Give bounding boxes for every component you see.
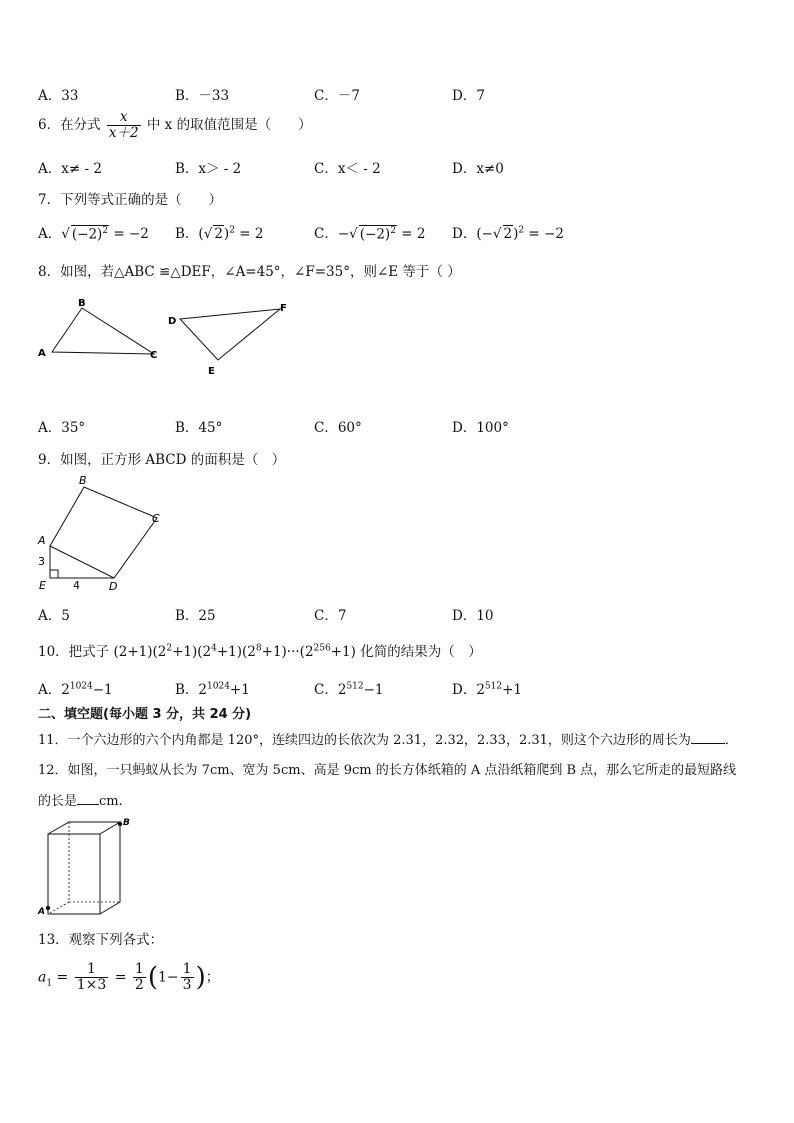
q9-option-a: A．5 — [38, 608, 70, 624]
q6-prefix: 6．在分式 — [38, 117, 101, 133]
q10-option-c-tail: −1 — [363, 682, 384, 698]
q10-option-a-exponent: 1024 — [69, 681, 93, 692]
label-f: F — [280, 303, 287, 314]
q10-expression: $(2+1)(2^2+1)(2^4+1)(2^8+1)\cdot\cdot\cdot(2^{256}+1)$ — [113, 643, 356, 660]
q6-fraction-denominator: x＋2 — [108, 125, 139, 141]
radical-sign: √ — [61, 226, 70, 242]
q10-option-d-exponent: 512 — [484, 681, 503, 692]
q12-stem-line2 — [38, 790, 123, 809]
q7-option-a-rhs: = −2 — [109, 226, 149, 242]
label-b: B — [123, 818, 130, 828]
q7-option-d-open: (− — [476, 226, 493, 242]
q12-box-figure — [34, 814, 144, 918]
q7-option-c-exponent: 2 — [390, 225, 396, 236]
q10-exponent-8: 8 — [255, 643, 262, 654]
label-b: B — [78, 298, 86, 309]
q7-option-b — [175, 222, 263, 242]
q10-option-d-label: D． — [452, 682, 477, 698]
q9-option-d: D．10 — [452, 608, 494, 624]
q7-stem: 7．下列等式正确的是（ ） — [38, 192, 223, 208]
label-a: A — [38, 534, 46, 547]
q13-fraction-1-numerator: 1 — [75, 962, 109, 978]
q7-option-b-rhs: = 2 — [234, 226, 264, 242]
q8-stem: 8．如图，若△ABC ≌△DEF，∠A=45°，∠F=35°，则∠E 等于（ ） — [38, 264, 461, 280]
q10-option-a-label: A． — [38, 682, 62, 698]
q13-fraction-2-denominator: 2 — [134, 977, 144, 993]
q5-option-c: C．－7 — [314, 88, 360, 104]
q13-equals-2: = — [114, 969, 127, 986]
q13-lhs-subscript: 1 — [46, 978, 53, 989]
q13-equals-1: = — [56, 969, 69, 986]
q8-option-c: C．60° — [314, 420, 362, 436]
q8-triangles-figure — [30, 290, 310, 385]
q6-option-b: B．x＞ - 2 — [175, 161, 242, 177]
label-e: E — [39, 579, 46, 592]
q6-option-c: C．x＜ - 2 — [314, 161, 381, 177]
q13-fraction-1 — [75, 962, 109, 993]
q10-option-b-exponent: 1024 — [207, 681, 230, 692]
point-b-dot — [118, 822, 122, 826]
q7-option-b-open: ( — [198, 226, 204, 242]
q7-option-d-label: D． — [452, 226, 477, 242]
q7-option-d-close: ) — [513, 226, 519, 242]
q12-line2-suffix: cm. — [99, 794, 123, 809]
q7-option-d-radicand: 2 — [503, 226, 513, 242]
q9-stem: 9．如图，正方形 ABCD 的面积是（ ） — [38, 452, 286, 468]
q5-option-d: D．7 — [452, 88, 485, 104]
q6-option-a: A．x≠ - 2 — [38, 161, 102, 177]
q13-fraction-2-numerator: 1 — [134, 961, 144, 977]
q10-option-c-label: C． — [314, 682, 338, 698]
q8-option-d: D．100° — [452, 420, 509, 436]
label-side-3: 3 — [38, 555, 45, 568]
q12-answer-blank[interactable] — [77, 792, 99, 805]
q7-option-a-inner: (−2) — [71, 226, 103, 242]
right-angle-mark — [50, 570, 58, 578]
triangle-abc — [52, 308, 154, 354]
q7-option-c-rhs: = 2 — [396, 226, 426, 242]
radical-sign: √ — [349, 226, 358, 242]
q10-stem — [38, 640, 482, 660]
triangle-def — [180, 309, 280, 360]
q10-option-a-tail: −1 — [92, 682, 113, 698]
q7-option-a-label: A． — [38, 226, 62, 242]
q10-suffix: 化简的结果为（ ） — [360, 644, 482, 660]
q10-option-c-exponent: 512 — [346, 681, 364, 692]
q7-option-d — [452, 222, 564, 242]
q10-option-d — [452, 678, 522, 698]
q10-option-b-base: 2 — [198, 682, 208, 698]
section-fill-in-title: 二、填空题(每小题 3 分，共 24 分) — [38, 707, 252, 722]
radical-sign: √ — [492, 226, 502, 242]
q7-option-a — [38, 222, 149, 242]
q7-option-a-radicand — [71, 225, 109, 243]
q7-option-b-close: ) — [223, 226, 230, 242]
q7-option-c-minus: − — [337, 226, 350, 242]
q5-option-a: A．33 — [38, 88, 79, 104]
q13-end: ； — [205, 969, 220, 986]
q11-end: ． — [724, 733, 738, 748]
q12-line2-prefix: 的长是 — [38, 794, 78, 809]
q13-formula — [38, 962, 220, 993]
q9-square-figure — [30, 470, 180, 598]
q13-fraction-3-denominator: 3 — [182, 977, 192, 993]
q10-option-c-base: 2 — [337, 682, 347, 698]
q13-fraction-2 — [133, 962, 146, 993]
q8-option-b: B．45° — [175, 420, 223, 436]
q9-option-c: C．7 — [314, 608, 347, 624]
q10-option-d-base: 2 — [476, 682, 485, 698]
q7-option-d-exponent: 2 — [518, 225, 525, 236]
label-e: E — [208, 366, 215, 377]
q7-option-b-radicand: 2 — [214, 226, 223, 242]
q13-inner-prefix: 1− — [158, 969, 179, 986]
q7-option-b-label: B． — [175, 226, 199, 242]
q13-stem: 13．观察下列各式： — [38, 932, 164, 948]
q13-close-paren: ) — [195, 962, 206, 993]
q7-option-b-exponent: 2 — [229, 225, 235, 236]
box-hidden-edge-diagonal — [48, 902, 69, 914]
q10-option-b-label: B． — [175, 682, 199, 698]
q5-option-b: B．－33 — [175, 88, 230, 104]
q6-fraction — [107, 110, 141, 141]
q10-option-c — [314, 678, 384, 698]
label-a: A — [38, 348, 46, 359]
q7-option-c-label: C． — [314, 226, 338, 242]
q6-fraction-numerator: x — [107, 110, 141, 126]
q9-option-b: B．25 — [175, 608, 216, 624]
point-a-dot — [46, 906, 50, 910]
label-b: B — [79, 474, 87, 487]
q13-fraction-3-numerator: 1 — [182, 961, 192, 977]
q6-stem — [38, 110, 312, 141]
q13-lhs-var: a — [38, 969, 47, 986]
q10-exponent-4: 4 — [211, 643, 217, 654]
q13-open-paren: ( — [147, 962, 158, 993]
q7-option-a-exponent: 2 — [102, 225, 109, 236]
q6-suffix: 中 x 的取值范围是（ ） — [146, 117, 312, 133]
q12-stem-line1: 12．如图，一只蚂蚁从长为 7cm、宽为 5cm、高是 9cm 的长方体纸箱的 A 点沿纸箱爬到 B 点，那么它所走的最短路线 — [38, 763, 737, 778]
q10-prefix: 10．把式子 — [38, 644, 110, 660]
q10-option-b — [175, 678, 250, 698]
label-side-4: 4 — [73, 579, 80, 592]
box-top-face — [48, 822, 120, 834]
q10-option-d-tail: +1 — [502, 682, 523, 698]
q7-option-c — [314, 222, 425, 242]
q10-exponent-2: 2 — [166, 643, 173, 654]
q7-option-c-radicand — [359, 225, 397, 243]
q10-option-a — [38, 678, 113, 698]
q11-answer-blank[interactable] — [691, 731, 725, 744]
label-a: A — [38, 907, 45, 917]
q7-option-c-inner: (−2) — [359, 226, 391, 242]
q10-exponent-256: 256 — [313, 643, 331, 654]
q13-fraction-3 — [181, 962, 194, 993]
q11-stem — [38, 729, 738, 748]
square-abcd — [50, 487, 157, 578]
label-d: D — [168, 316, 177, 327]
box-right-face — [100, 822, 120, 914]
q6-option-d: D．x≠0 — [452, 161, 504, 177]
q11-text: 11．一个六边形的六个内角都是 120°，连续四边的长依次为 2.31，2.32，2.33，2.31，则这个六边形的周长为 — [38, 733, 691, 748]
radical-sign: √ — [203, 226, 213, 242]
label-d: D — [109, 580, 118, 593]
q10-option-a-base: 2 — [61, 682, 70, 698]
q10-option-b-tail: +1 — [229, 682, 250, 698]
q13-fraction-1-denominator: 1×3 — [76, 977, 107, 993]
label-c: C — [152, 512, 160, 525]
q8-option-a: A．35° — [38, 420, 86, 436]
label-c: C — [150, 350, 158, 361]
q7-option-d-rhs: = −2 — [524, 226, 564, 242]
